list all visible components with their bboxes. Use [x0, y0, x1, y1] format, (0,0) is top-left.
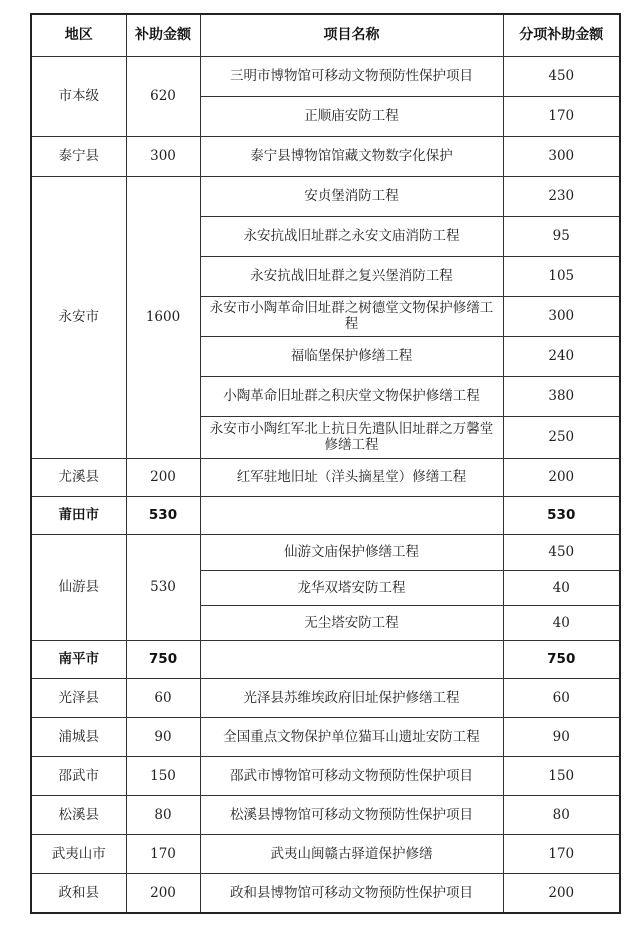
amount-cell: 620: [126, 56, 200, 136]
sub-amount-cell: 450: [503, 56, 620, 96]
sub-amount-cell: 250: [503, 416, 620, 458]
project-cell: 邵武市博物馆可移动文物预防性保护项目: [200, 756, 503, 795]
amount-cell: 530: [126, 496, 200, 534]
project-cell: 永安市小陶红军北上抗日先遣队旧址群之万馨堂修缮工程: [200, 416, 503, 458]
amount-cell: 90: [126, 717, 200, 756]
table-row: [31, 795, 620, 834]
header-amount: 补助金额: [126, 14, 200, 56]
sub-amount-cell: 90: [503, 717, 620, 756]
amount-cell: 530: [126, 534, 200, 640]
region-cell: 南平市: [31, 640, 126, 678]
subsidy-table: [30, 13, 621, 914]
sub-amount-cell: 380: [503, 376, 620, 416]
amount-cell: 170: [126, 834, 200, 873]
project-cell: 永安抗战旧址群之复兴堡消防工程: [200, 256, 503, 296]
table-row: [31, 873, 620, 913]
sub-amount-cell: 230: [503, 176, 620, 216]
sub-amount-cell: 200: [503, 458, 620, 496]
project-cell: 三明市博物馆可移动文物预防性保护项目: [200, 56, 503, 96]
amount-cell: 750: [126, 640, 200, 678]
region-cell: 尤溪县: [31, 458, 126, 496]
region-cell: 泰宁县: [31, 136, 126, 176]
sub-amount-cell: 105: [503, 256, 620, 296]
sub-amount-cell: 60: [503, 678, 620, 717]
sub-amount-cell: 170: [503, 96, 620, 136]
document-page: [30, 13, 621, 914]
table-row: [31, 640, 620, 678]
table-row: [31, 458, 620, 496]
project-cell: 龙华双塔安防工程: [200, 570, 503, 605]
table-row: [31, 136, 620, 176]
sub-amount-cell: 95: [503, 216, 620, 256]
amount-cell: 150: [126, 756, 200, 795]
header-project: 项目名称: [200, 14, 503, 56]
sub-amount-cell: 450: [503, 534, 620, 570]
amount-cell: 300: [126, 136, 200, 176]
header-region: 地区: [31, 14, 126, 56]
sub-amount-cell: 40: [503, 570, 620, 605]
project-cell: 武夷山闽赣古驿道保护修缮: [200, 834, 503, 873]
project-cell: 全国重点文物保护单位猫耳山遗址安防工程: [200, 717, 503, 756]
amount-cell: 60: [126, 678, 200, 717]
sub-amount-cell: 150: [503, 756, 620, 795]
table-row: [31, 717, 620, 756]
header-row: [31, 14, 620, 56]
table-row: [31, 176, 620, 216]
sub-amount-cell: 750: [503, 640, 620, 678]
region-cell: 莆田市: [31, 496, 126, 534]
table-row: [31, 496, 620, 534]
region-cell: 政和县: [31, 873, 126, 913]
project-cell: [200, 640, 503, 678]
project-cell: 无尘塔安防工程: [200, 605, 503, 640]
amount-cell: 200: [126, 873, 200, 913]
amount-cell: 1600: [126, 176, 200, 458]
project-cell: 永安抗战旧址群之永安文庙消防工程: [200, 216, 503, 256]
amount-cell: 200: [126, 458, 200, 496]
sub-amount-cell: 300: [503, 136, 620, 176]
table-row: [31, 56, 620, 96]
project-cell: 仙游文庙保护修缮工程: [200, 534, 503, 570]
project-cell: 永安市小陶革命旧址群之树德堂文物保护修缮工程: [200, 296, 503, 336]
sub-amount-cell: 80: [503, 795, 620, 834]
project-cell: 正顺庙安防工程: [200, 96, 503, 136]
project-cell: 政和县博物馆可移动文物预防性保护项目: [200, 873, 503, 913]
region-cell: 武夷山市: [31, 834, 126, 873]
project-cell: 光泽县苏维埃政府旧址保护修缮工程: [200, 678, 503, 717]
sub-amount-cell: 170: [503, 834, 620, 873]
project-cell: 松溪县博物馆可移动文物预防性保护项目: [200, 795, 503, 834]
region-cell: 市本级: [31, 56, 126, 136]
sub-amount-cell: 40: [503, 605, 620, 640]
table-row: [31, 534, 620, 570]
region-cell: 永安市: [31, 176, 126, 458]
table-row: [31, 834, 620, 873]
table-row: [31, 678, 620, 717]
project-cell: 红军驻地旧址（洋头摘星堂）修缮工程: [200, 458, 503, 496]
header-sub-amount: 分项补助金额: [503, 14, 620, 56]
table-row: [31, 756, 620, 795]
region-cell: 光泽县: [31, 678, 126, 717]
region-cell: 浦城县: [31, 717, 126, 756]
project-cell: 安贞堡消防工程: [200, 176, 503, 216]
project-cell: 泰宁县博物馆馆藏文物数字化保护: [200, 136, 503, 176]
region-cell: 仙游县: [31, 534, 126, 640]
sub-amount-cell: 240: [503, 336, 620, 376]
sub-amount-cell: 300: [503, 296, 620, 336]
sub-amount-cell: 530: [503, 496, 620, 534]
project-cell: 小陶革命旧址群之积庆堂文物保护修缮工程: [200, 376, 503, 416]
project-cell: [200, 496, 503, 534]
region-cell: 松溪县: [31, 795, 126, 834]
region-cell: 邵武市: [31, 756, 126, 795]
sub-amount-cell: 200: [503, 873, 620, 913]
amount-cell: 80: [126, 795, 200, 834]
project-cell: 福临堡保护修缮工程: [200, 336, 503, 376]
